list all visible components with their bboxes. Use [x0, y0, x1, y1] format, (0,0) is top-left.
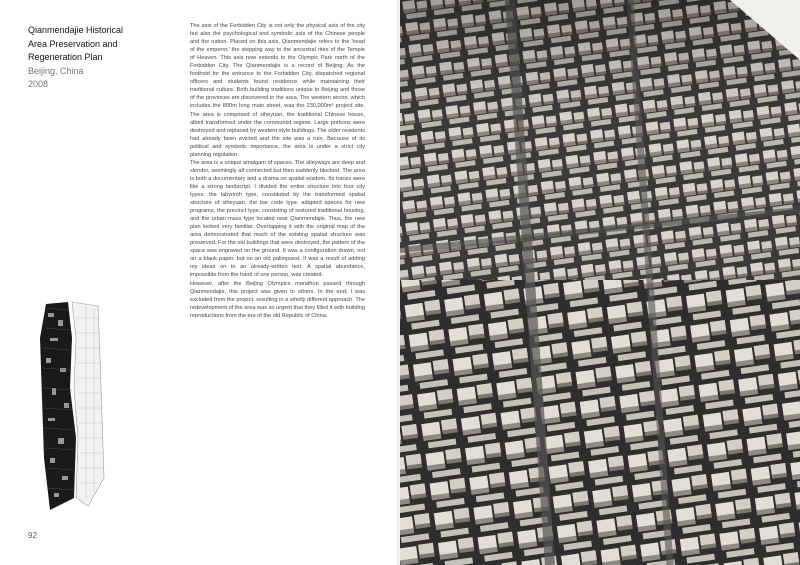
page-number: 92 [28, 531, 37, 540]
paragraph-2: The area is a unique amalgam of spaces. The alleyways are deep and slender, seemingly all connected but then suddenly blocked. The area is both a documentary and a drama on spatial wisdom. Its traces were like a strong landscript. I divided the entire structure into four city types: the labyrinth type, constituted by the transformed spatial structure of siheyuan, the bar code type, adapted spaces for new programs, the precinct type, consisting of restored traditional housing, and the urban mass type located near Qianmendajie. Thus, the new plan looked very familiar. Overlapping it with the original map of the area demonstrated that much of the existing spatial structure was preserved. For the old buildings that were destroyed, the pattern of the space was engraved on the ground. It was a configuration drawn, not on a blank paper, but on an old palimpsest. It was a result of adding my ideas on to an already-written text. A spatial abundance, impossible from the hand of one person, was created. [190, 159, 365, 279]
paragraph-3: However, after the Beijing Olympics marathon passed through Qianmendajie, this project was given to others. In the end, I was excluded from the project, resulting in a wholly different approach. The redevelopment of the area was so urgent that they filled it with building reproductions from the era of the old Republic of China. [190, 280, 365, 319]
project-year: 2008 [28, 79, 49, 89]
title-line-3: Regeneration Plan [28, 52, 103, 62]
urban-model-image [400, 0, 800, 565]
model-photograph [400, 0, 800, 565]
project-location: Beijing, China [28, 65, 84, 76]
title-line-1: Qianmendajie Historical [28, 25, 124, 35]
project-title-block [28, 24, 168, 92]
title-line-2: Area Preservation and [28, 38, 118, 49]
body-text [190, 22, 365, 320]
site-plan-drawing [28, 298, 128, 513]
paragraph-1: The axis of the Forbidden City is not only the physical axis of the city but also the psychological and symbolic axis of the Chinese people and the nation. Placed on this axis, Qianmendajie refers to the 'head of the emperor,' the stepping way to the ancestral rites of the Temple of Heaven. This axis now extends to the Olympic Park north of the Forbidden City. The Qianmendajie is a record of Beijing. As the foothold for the entrance to the Forbidden City, dispatched regional officers and students found residence while maintaining their traditional culture. Both building traditions unique to Beijing and those of the provinces are discovered in the area. The western sector, which includes the 800m long main street, was the 230,000m² project site. The area is comprised of siheyuan, the traditional Chinese house, albeit transformed under the communist regime. Large portions were destroyed and replaced by western style buildings. The older residents had already been evicted and the site was a ruin. Because of its political and symbolic importance, the area is under a strict city planning regulation. [190, 23, 365, 158]
